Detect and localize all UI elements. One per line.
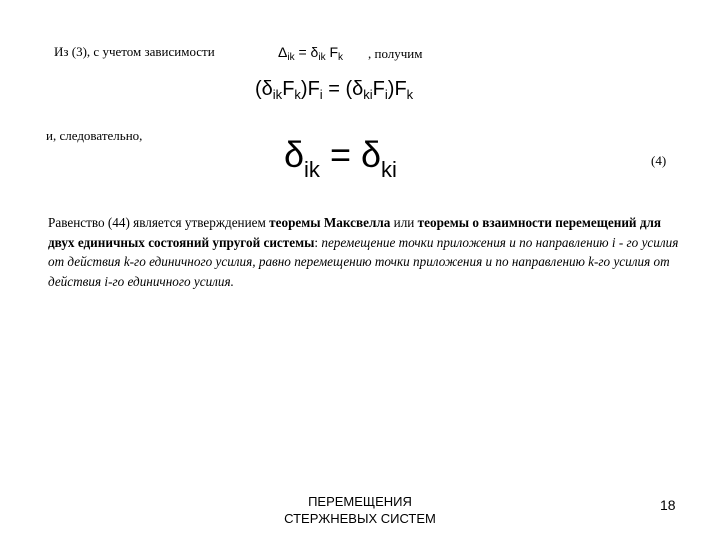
formula-maxwell: $\delta_{ik} = \delta_{ki}$ (284, 134, 397, 182)
footer-line-2: СТЕРЖНЕВЫХ СИСТЕМ (284, 511, 436, 526)
page-number: 18 (660, 497, 676, 513)
intro-suffix: , получим (368, 46, 423, 61)
consequently-text: и, следовательно, (46, 128, 143, 143)
formula-displacement-relation: $\Delta_{ik} = \delta_{ik}$ $F_k$ (278, 44, 344, 63)
formula-work-equality: $(\delta_{ik}F_k)F_i = (\delta_{ki}F_i)F_k$ (255, 78, 414, 102)
equation-number: (4) (651, 153, 667, 168)
theorem-paragraph: Равенство (44) является утверждением теоремы Максвелла или теоремы о взаимности перемещений для двух единичных состояний упругой системы: перемещение точки приложения и по направлению i - го усилия от действия k-го единичного усилия, равно перемещению точки приложения и по направлению k-го усилия от действия i-го единичного усилия. (48, 215, 679, 289)
footer-title (250, 493, 470, 527)
footer-line-1: ПЕРЕМЕЩЕНИЯ (308, 494, 412, 509)
intro-text: Из (3), с учетом зависимости (54, 44, 215, 59)
